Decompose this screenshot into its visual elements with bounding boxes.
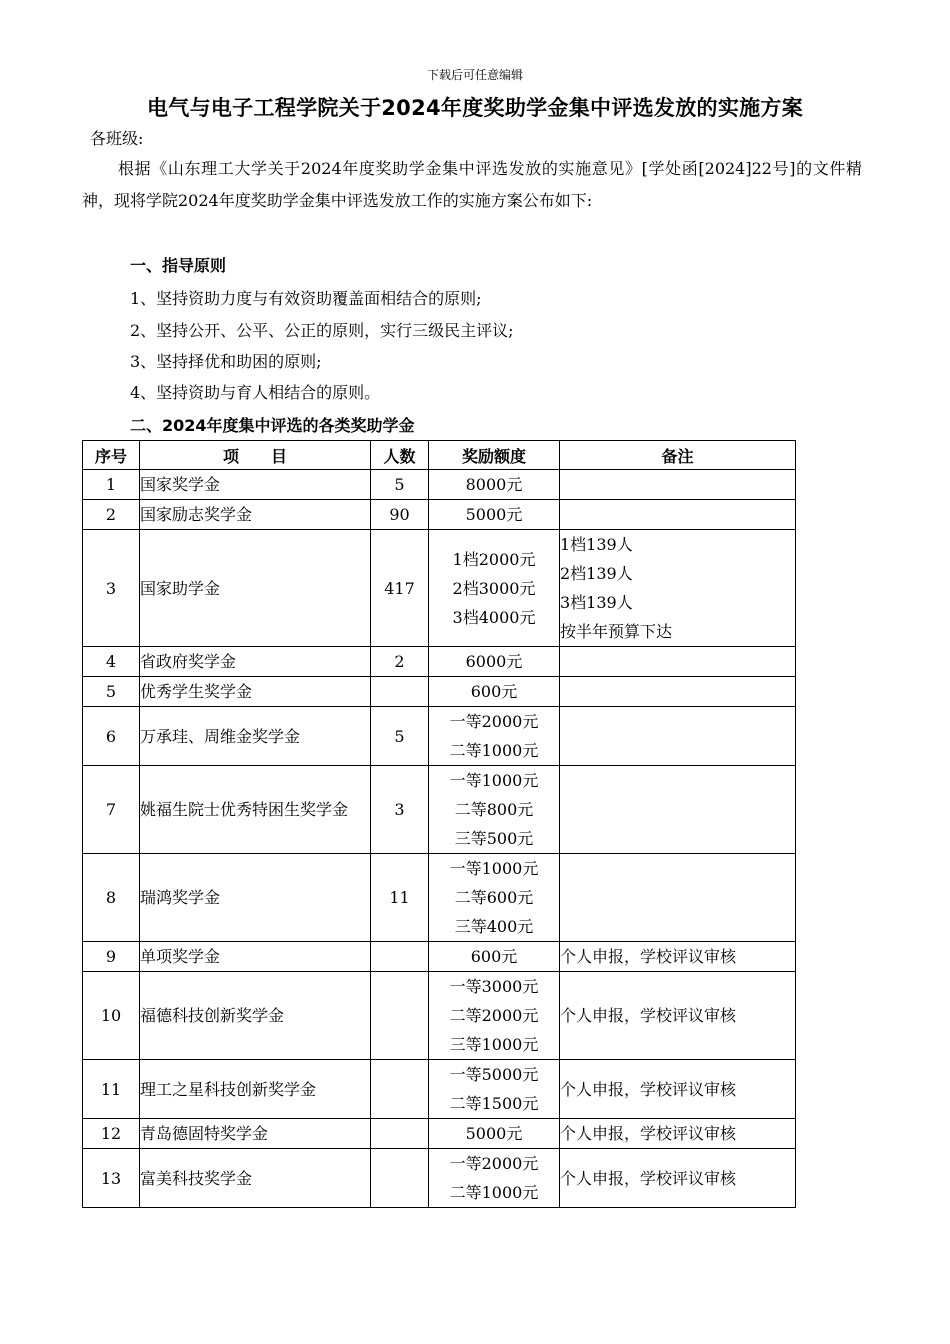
cell-item-name: 省政府奖学金 — [140, 647, 371, 677]
remark-line: 2档139人 — [560, 564, 633, 583]
cell-item-name: 国家奖学金 — [140, 470, 371, 500]
cell-no: 2 — [83, 500, 140, 530]
cell-count — [371, 677, 429, 707]
table-row — [83, 1060, 796, 1119]
amount-line: 三等400元 — [454, 917, 534, 936]
table-row — [83, 766, 796, 854]
cell-remark — [560, 854, 796, 942]
cell-count: 5 — [371, 707, 429, 766]
cell-count: 2 — [371, 647, 429, 677]
table-row — [83, 1119, 796, 1149]
cell-amount — [429, 677, 560, 707]
awards-table — [82, 440, 796, 1208]
amount-line: 8000元 — [465, 475, 523, 494]
cell-no: 11 — [83, 1060, 140, 1119]
cell-amount — [429, 500, 560, 530]
amount-line: 三等1000元 — [449, 1035, 539, 1054]
cell-item-name: 理工之星科技创新奖学金 — [140, 1060, 371, 1119]
table-row — [83, 677, 796, 707]
remark-line: 个人申报，学校评议审核 — [560, 1006, 737, 1025]
cell-remark — [560, 647, 796, 677]
cell-no: 12 — [83, 1119, 140, 1149]
amount-line: 二等600元 — [454, 888, 534, 907]
cell-remark — [560, 500, 796, 530]
amount-line: 二等1500元 — [449, 1094, 539, 1113]
cell-amount — [429, 1119, 560, 1149]
cell-count — [371, 972, 429, 1060]
principle-item: 2、坚持公开、公平、公正的原则，实行三级民主评议; — [130, 321, 514, 340]
cell-no: 8 — [83, 854, 140, 942]
amount-line: 二等1000元 — [449, 1183, 539, 1202]
principle-item: 1、坚持资助力度与有效资助覆盖面相结合的原则; — [130, 289, 482, 308]
column-header-no: 序号 — [83, 441, 140, 470]
cell-amount — [429, 766, 560, 854]
table-row — [83, 500, 796, 530]
cell-count — [371, 1119, 429, 1149]
cell-no: 7 — [83, 766, 140, 854]
table-row — [83, 470, 796, 500]
cell-item-name: 万承珪、周维金奖学金 — [140, 707, 371, 766]
table-row — [83, 707, 796, 766]
table-row — [83, 1149, 796, 1208]
amount-line: 2档3000元 — [452, 578, 536, 598]
cell-item-name: 国家助学金 — [140, 530, 371, 647]
cell-amount — [429, 1149, 560, 1208]
cell-no: 10 — [83, 972, 140, 1060]
amount-line: 一等2000元 — [449, 1154, 539, 1173]
cell-no: 6 — [83, 707, 140, 766]
cell-count: 417 — [371, 530, 429, 647]
remark-line: 3档139人 — [560, 593, 633, 612]
cell-item-name: 瑞鸿奖学金 — [140, 854, 371, 942]
amount-line: 6000元 — [465, 652, 523, 671]
document-title: 电气与电子工程学院关于2024年度奖助学金集中评选发放的实施方案 — [146, 96, 804, 120]
cell-count — [371, 942, 429, 972]
cell-remark — [560, 1060, 796, 1119]
amount-line: 3档4000元 — [452, 607, 536, 627]
amount-line: 一等1000元 — [449, 859, 539, 878]
table-row — [83, 530, 796, 647]
table-row — [83, 647, 796, 677]
table-row — [83, 942, 796, 972]
cell-amount — [429, 530, 560, 647]
cell-item-name: 富美科技奖学金 — [140, 1149, 371, 1208]
remark-line: 1档139人 — [560, 535, 633, 554]
cell-amount — [429, 972, 560, 1060]
cell-no: 9 — [83, 942, 140, 972]
table-row — [83, 972, 796, 1060]
remark-line: 个人申报，学校评议审核 — [560, 1168, 737, 1188]
section-heading-awards: 二、2024年度集中评选的各类奖助学金 — [130, 416, 415, 435]
amount-line: 5000元 — [465, 505, 523, 524]
cell-count — [371, 1060, 429, 1119]
section-heading-principles: 一、指导原则 — [130, 256, 227, 275]
cell-item-name: 姚福生院士优秀特困生奖学金 — [140, 766, 371, 854]
cell-remark — [560, 1149, 796, 1208]
cell-remark — [560, 972, 796, 1060]
cell-remark — [560, 766, 796, 854]
column-header-count: 人数 — [371, 441, 429, 470]
cell-amount — [429, 470, 560, 500]
cell-amount — [429, 1060, 560, 1119]
principle-item: 4、坚持资助与育人相结合的原则。 — [130, 383, 381, 402]
cell-item-name: 国家励志奖学金 — [140, 500, 371, 530]
cell-no: 3 — [83, 530, 140, 647]
cell-no: 1 — [83, 470, 140, 500]
cell-remark — [560, 942, 796, 972]
principle-item: 3、坚持择优和助困的原则; — [130, 352, 322, 371]
cell-item-name: 福德科技创新奖学金 — [140, 972, 371, 1060]
amount-line: 1档2000元 — [452, 549, 536, 569]
cell-no: 4 — [83, 647, 140, 677]
cell-no: 5 — [83, 677, 140, 707]
cell-amount — [429, 707, 560, 766]
amount-line: 二等800元 — [454, 800, 534, 819]
cell-amount — [429, 942, 560, 972]
salutation: 各班级: — [90, 129, 144, 148]
cell-remark — [560, 530, 796, 647]
cell-remark — [560, 707, 796, 766]
remark-line: 个人申报，学校评议审核 — [560, 1079, 737, 1099]
column-header-amount: 奖励额度 — [429, 441, 560, 470]
amount-line: 一等1000元 — [449, 771, 539, 790]
remark-line: 按半年预算下达 — [560, 622, 673, 641]
amount-line: 一等5000元 — [449, 1065, 539, 1084]
cell-amount — [429, 647, 560, 677]
cell-amount — [429, 854, 560, 942]
intro-paragraph: 根据《山东理工大学关于2024年度奖助学金集中评选发放的实施意见》[学处函[2024]22号]的文件精神，现将学院2024年度奖助学金集中评选发放工作的实施方案公布如下: — [82, 159, 862, 210]
cell-item-name: 优秀学生奖学金 — [140, 677, 371, 707]
cell-remark — [560, 1119, 796, 1149]
cell-count: 90 — [371, 500, 429, 530]
column-header-remark: 备注 — [560, 441, 796, 470]
cell-count: 11 — [371, 854, 429, 942]
amount-line: 三等500元 — [454, 829, 534, 848]
cell-remark — [560, 470, 796, 500]
cell-count — [371, 1149, 429, 1208]
cell-count: 5 — [371, 470, 429, 500]
header-note: 下载后可任意编辑 — [426, 68, 523, 82]
amount-line: 一等3000元 — [449, 977, 539, 996]
amount-line: 二等1000元 — [449, 741, 539, 760]
table-header-row — [83, 441, 796, 470]
amount-line: 一等2000元 — [449, 712, 539, 731]
remark-line: 个人申报，学校评议审核 — [560, 947, 737, 966]
cell-remark — [560, 677, 796, 707]
column-header-item: 项 目 — [140, 441, 371, 470]
table-row — [83, 854, 796, 942]
cell-item-name: 单项奖学金 — [140, 942, 371, 972]
amount-line: 5000元 — [465, 1124, 523, 1143]
amount-line: 二等2000元 — [449, 1006, 539, 1025]
amount-line: 600元 — [470, 947, 518, 966]
cell-count: 3 — [371, 766, 429, 854]
amount-line: 600元 — [470, 682, 518, 701]
remark-line: 个人申报，学校评议审核 — [560, 1124, 737, 1143]
cell-no: 13 — [83, 1149, 140, 1208]
cell-item-name: 青岛德固特奖学金 — [140, 1119, 371, 1149]
